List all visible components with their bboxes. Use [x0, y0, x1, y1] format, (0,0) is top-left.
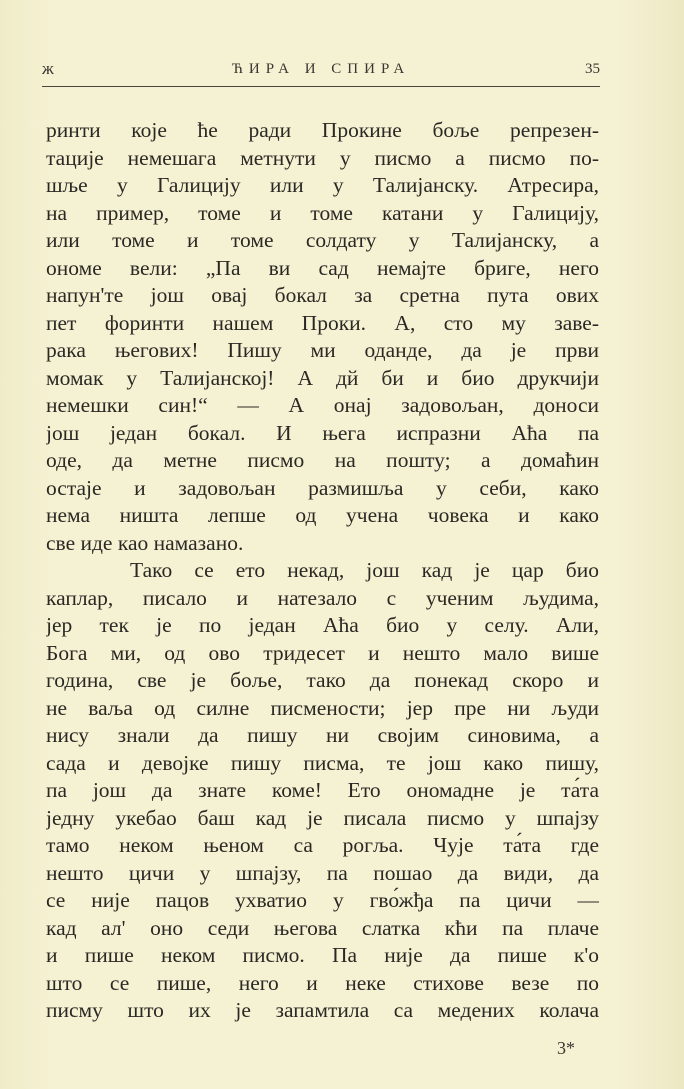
- text-line: и пише неком писмо. Па није да пише к'о: [46, 943, 599, 967]
- text-line: ринти које ће ради Прокине боље репрезен-: [46, 118, 599, 142]
- text-line: Бога ми, од ово тридесет и нешто мало више: [46, 640, 599, 665]
- header-ornament: ж: [42, 59, 54, 78]
- text-line: остаје и задовољан размишља у себи, како: [46, 475, 599, 500]
- text-line: на пример, томе и томе катани у Галицију,: [46, 200, 599, 225]
- text-line: немешки син!“ — А онај задовољан, доноси: [46, 393, 599, 417]
- text-line: што се пише, него и неке стихове везе по: [46, 970, 599, 995]
- text-line: ономе вели: „Па ви сад немајте бриге, него: [46, 255, 599, 280]
- text-line: Тако се ето некад, још кад је цар био: [130, 558, 599, 582]
- text-line: се није пацов ухватио у гво́жђа па цичи —: [46, 888, 599, 912]
- text-line: напун'те још овај бокал за сретна пута ових: [46, 283, 599, 307]
- signature-mark: 3*: [557, 1038, 575, 1058]
- text-line: још један бокал. И њега испразни Аћа па: [46, 420, 599, 445]
- text-line: не ваља од силне писмености; јер пре ни људи: [46, 695, 599, 720]
- text-line: година, све је боље, тако да понекад скоро и: [46, 668, 599, 692]
- text-line: оде, да метне писмо на пошту; а домаћин: [46, 448, 599, 472]
- text-line: једну укебао баш кад је писала писмо у шпајзу: [46, 805, 599, 830]
- text-line: пет форинти нашем Проки. А, сто му заве-: [46, 310, 599, 335]
- text-line: нешто цичи у шпајзу, па пошао да види, да: [46, 860, 599, 885]
- text-line: тације немешага метнути у писмо а писмо по-: [46, 145, 599, 170]
- text-line: јер тек је по један Аћа био у селу. Али,: [46, 613, 599, 637]
- text-line: писму што их је запамтила са медених колача: [46, 998, 599, 1022]
- text-line: све иде као намазано.: [46, 530, 244, 555]
- text-line: тамо неком њеном са рогља. Чује та́та где: [46, 833, 599, 857]
- text-line: шље у Галицију или у Талијанску. Атресира,: [46, 173, 599, 197]
- running-header: [42, 56, 600, 84]
- text-line: момак у Талијанској! А дй би и био друкчији: [46, 365, 599, 390]
- text-line: или томе и томе солдату у Талијанску, а: [46, 228, 599, 252]
- body-text: [46, 117, 599, 1025]
- text-line: каплар, писало и натезало с ученим људима,: [46, 585, 599, 610]
- header-rule: [42, 86, 600, 87]
- text-line: сада и девојке пишу писма, те још како пишу,: [46, 750, 599, 775]
- running-title: ЋИРА И СПИРА: [231, 61, 411, 77]
- text-line: кад ал' оно седи његова слатка кћи па плаче: [46, 915, 599, 940]
- text-line: нема ништа лепше од учена човека и како: [46, 503, 599, 527]
- page-number: 35: [585, 61, 600, 77]
- text-line: нису знали да пишу ни својим синовима, а: [46, 723, 599, 747]
- text-line: рака његових! Пишу ми оданде, да је први: [46, 338, 599, 362]
- text-line: па још да знате коме! Ето ономадне је та́та: [46, 778, 599, 802]
